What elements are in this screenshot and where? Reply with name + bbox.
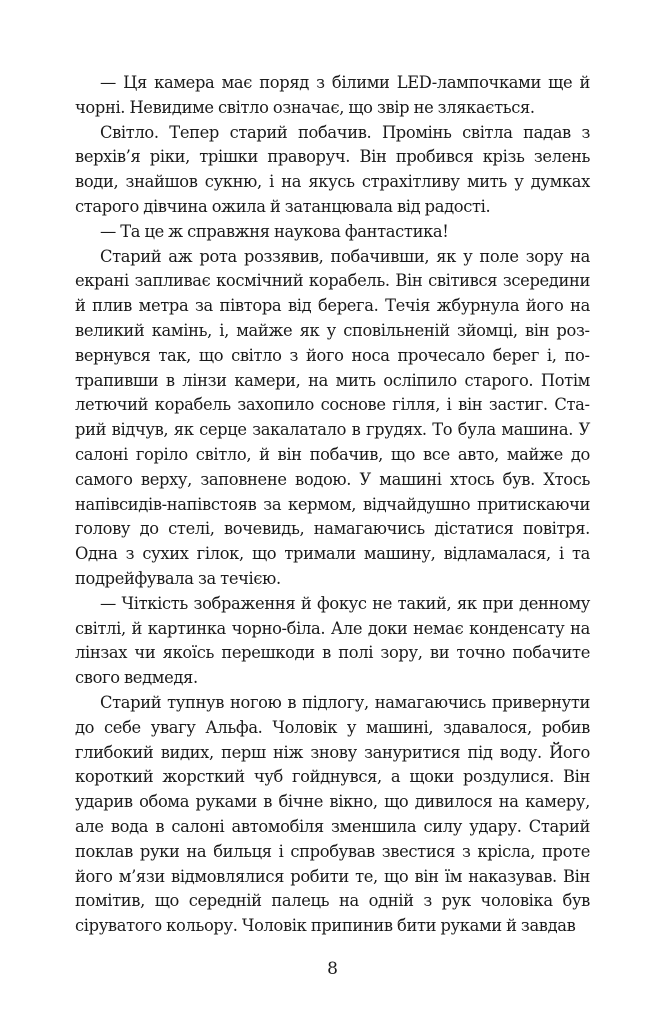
body-text [75,71,590,939]
paragraph-light: Світло. Тепер старий побачив. Промінь світла падав з верхів’я ріки, трішки праворуч. Він пробився крізь зелень води, знайшов сукню, і на якусь страхітливу мить у думках старого дівчина ожила й затанцювала від радості. [75,122,590,216]
paragraph-spaceship-car: Старий аж рота роззявив, побачивши, як у поле зору на екрані запливає космічний корабель. Він світився зсередини й плив метра за півтора від берега. Течія жбурнула його на великий камінь, і, майже як у сповільненій зйомці, він розвернувся так, що світло з його носа прочесало берег і, потрапивши в лінзи камери, на мить осліпило старого. Потім летючий корабель захопило соснове гілля, і він застиг. Старий відчув, як серце закалатало в грудях. То була машина. У салоні горіло світло, й він побачив, що все авто, майже до самого верху, заповнене водою. У машині хтось був. Хтось напівсидів-напівстояв за кермом, відчайдушно притискаючи голову до стелі, вочевидь, намагаючись дістатися повітря. Одна з сухих гілок, що тримали машину, відламалася, і та подрейфувала за течією. [75,246,590,588]
paragraph-man-in-car: Старий тупнув ногою в підлогу, намагаючись привернути до себе увагу Альфа. Чоловік у машині, здавалося, робив глибокий видих, перш ніж знову зануритися під воду. Його короткий жорсткий чуб гойднувся, а щоки роздулися. Він ударив обома руками в бічне вікно, що дивилося на камеру, але вода в салоні автомобіля зменшила силу удару. Старий поклав руки на бильця і спробував звестися з крісла, проте його м’язи відмовлялися робити те, що він їм наказував. Він помітив, що середній палець на одній з рук чоловіка був сіруватого кольору. Чоловік припинив бити руками й завдав [75,692,590,936]
paragraph-science-fiction: — Та це ж справжня наукова фантастика! [100,221,449,241]
paragraph-camera-led: — Ця камера має поряд з білими LED-лампочками ще й чорні. Невидиме світло означає, що звір не злякається. [75,73,590,117]
paragraph-image-clarity: — Чіткість зображення й фокус не такий, як при денному світлі, й картинка чорно-біла. Але доки немає конденсату на лінзах чи якоїсь перешкоди в полі зору, ви точно побачите свого ведмедя. [75,593,590,688]
page-number: 8 [327,959,338,979]
